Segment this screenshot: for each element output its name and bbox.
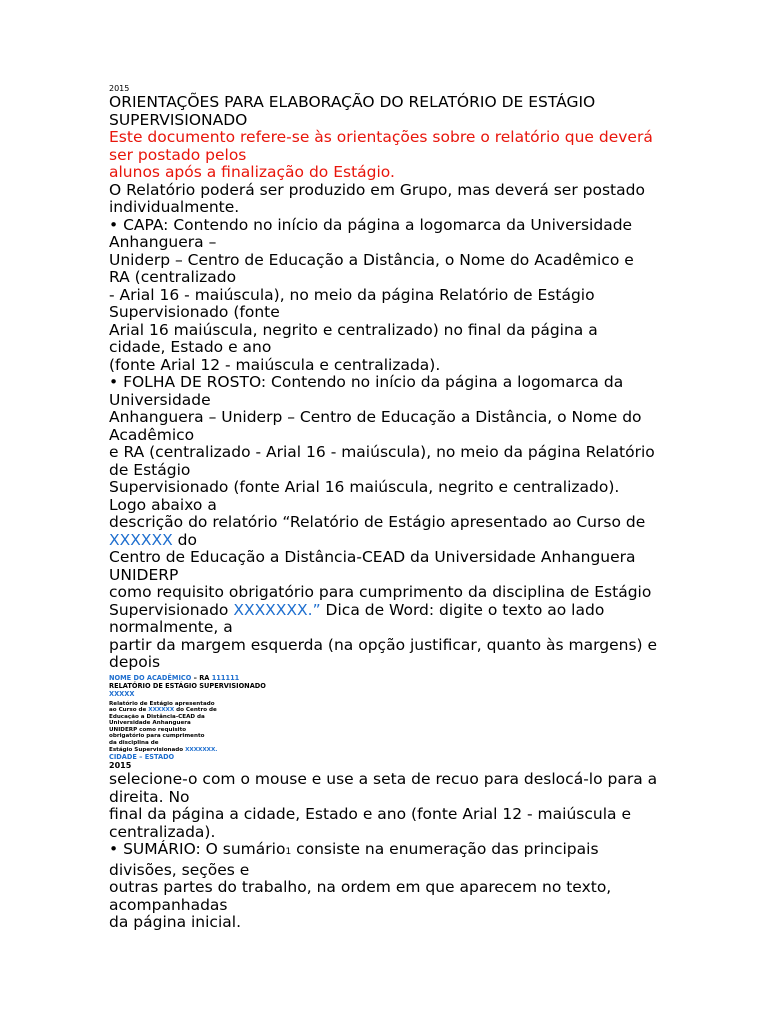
body-line: partir da margem esquerda (na opção justificar, quanto às margens) e	[109, 635, 658, 654]
body-line: Logo abaixo a	[109, 495, 217, 514]
cover-body-line: Relatório de Estágio apresentado	[109, 700, 215, 707]
cover-name: NOME DO ACADÊMICO	[109, 673, 192, 682]
intro-line-1: Este documento refere-se às orientações sobre o relatório que deverá	[109, 128, 653, 146]
course-placeholder: XXXXXX	[109, 530, 173, 549]
body-line: Anhanguera – Uniderp – Centro de Educação a Distância, o Nome do	[109, 408, 642, 426]
body-line: centralizada).	[109, 822, 216, 841]
body-line: cidade, Estado e ano	[109, 338, 272, 356]
body-line: divisões, seções e	[109, 860, 250, 879]
body-line: • CAPA: Contendo no início da página a logomarca da Universidade	[109, 215, 633, 234]
body-line: normalmente, a	[109, 618, 233, 636]
cover-course: XXXXX	[109, 689, 135, 698]
intro-line-2: ser postado pelos	[109, 145, 247, 164]
cover-discipline-placeholder: XXXXXXX.	[185, 746, 218, 753]
discipline-placeholder: XXXXXXX.”	[233, 600, 321, 619]
intro-line-3: alunos após a finalização do Estágio.	[109, 163, 395, 181]
body-line: (fonte Arial 12 - maiúscula e centralizada).	[109, 355, 441, 374]
cover-body-line: obrigatório para cumprimento	[109, 733, 205, 740]
body-line: final da página a cidade, Estado e ano (fonte Arial 12 - maiúscula e	[109, 805, 631, 824]
body-line: selecione-o com o mouse e use a seta de recuo para deslocá-lo para a	[109, 770, 658, 789]
body-text: do	[172, 530, 197, 549]
body-line	[109, 602, 744, 620]
body-line: - Arial 16 - maiúscula), no meio da página Relatório de Estágio	[109, 285, 595, 304]
cover-ra: 111111	[211, 673, 240, 682]
body-line: descrição do relatório “Relatório de Estágio apresentado ao Curso de	[109, 513, 646, 531]
cover-course-placeholder: XXXXXX	[148, 707, 175, 714]
cover-body-line: Universidade Anhanguera	[109, 720, 191, 727]
body-line: Centro de Educação a Distância-CEAD da Universidade Anhanguera	[109, 548, 636, 566]
body-line	[109, 532, 744, 550]
body-text: Dica de Word: digite o texto ao lado	[320, 600, 605, 619]
body-line: de Estágio	[109, 460, 191, 479]
body-line: como requisito obrigatório para cumprimento da disciplina de Estágio	[109, 583, 652, 601]
body-line: • FOLHA DE ROSTO: Contendo no início da página a logomarca da	[109, 373, 624, 391]
cover-body-line: ao Curso de XXXXXX do Centro de	[109, 707, 217, 714]
body-line: Universidade	[109, 390, 211, 409]
body-line: individualmente.	[109, 198, 240, 216]
body-line: acompanhadas	[109, 895, 228, 914]
cover-body-line: Estágio Supervisionado XXXXXXX.	[109, 746, 218, 753]
cover-sep: – RA	[191, 673, 212, 682]
cover-report-title: RELATÓRIO DE ESTÁGIO SUPERVISIONADO	[109, 681, 266, 690]
body-line: Uniderp – Centro de Educação a Distância, o Nome do Acadêmico e	[109, 250, 634, 269]
body-line: RA (centralizado	[109, 268, 237, 286]
body-line: Anhanguera –	[109, 233, 217, 251]
body-line: Acadêmico	[109, 425, 195, 444]
body-line: depois	[109, 653, 161, 671]
document-title-line-2: SUPERVISIONADO	[109, 110, 248, 129]
cover-body-line: da disciplina de	[109, 740, 159, 747]
document-title-line-1: ORIENTAÇÕES PARA ELABORAÇÃO DO RELATÓRIO DE ESTÁGIO	[109, 93, 596, 111]
cover-name-line	[109, 674, 744, 682]
footnote-marker: 1	[285, 847, 292, 858]
body-line: Arial 16 maiúscula, negrito e centralizado) no final da página a	[109, 320, 598, 339]
cover-city-state: CIDADE – ESTADO	[109, 753, 175, 762]
body-line: e RA (centralizado - Arial 16 - maiúscula), no meio da página Relatório	[109, 443, 655, 461]
body-line: • SUMÁRIO: O sumário1 consiste na enumeração das principais	[109, 840, 599, 859]
cover-body-line: Educação a Distância-CEAD da	[109, 713, 205, 720]
document-page	[109, 84, 744, 932]
body-line: UNIDERP	[109, 565, 179, 584]
body-line: Supervisionado (fonte Arial 16 maiúscula, negrito e centralizado).	[109, 478, 620, 496]
document-year: 2015	[109, 84, 130, 93]
body-line: outras partes do trabalho, na ordem em que aparecem no texto,	[109, 878, 612, 897]
body-line: O Relatório poderá ser produzido em Grupo, mas deverá ser postado	[109, 180, 645, 199]
body-text: Supervisionado	[109, 600, 234, 619]
cover-example	[109, 674, 744, 772]
cover-year: 2015	[109, 761, 132, 771]
body-line: direita. No	[109, 787, 190, 806]
body-line: da página inicial.	[109, 913, 241, 932]
body-line: Supervisionado (fonte	[109, 303, 280, 321]
cover-body-line: UNIDERP como requisito	[109, 726, 187, 733]
